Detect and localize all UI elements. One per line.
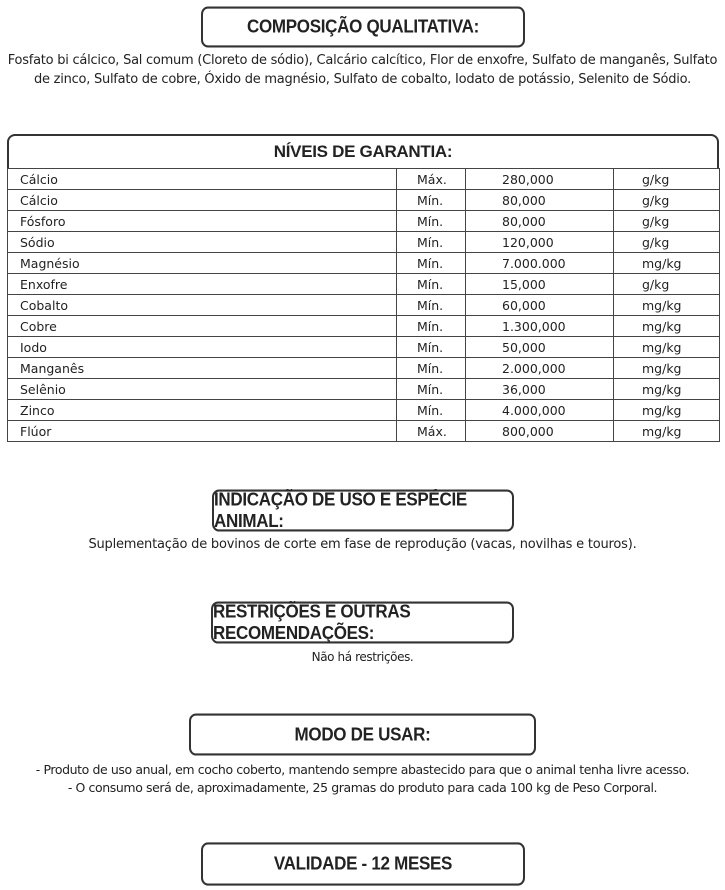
table-row xyxy=(8,274,720,295)
restricoes-title xyxy=(211,601,514,643)
limit-cell: Mín. xyxy=(397,379,466,400)
unit-cell: g/kg xyxy=(614,274,720,295)
limit-cell: Mín. xyxy=(397,190,466,211)
limit-cell: Mín. xyxy=(397,400,466,421)
value-cell: 15,000 xyxy=(466,274,614,295)
nutrient-cell: Fósforo xyxy=(8,211,397,232)
indicacao-text: Suplementação de bovinos de corte em fase de reprodução (vacas, novilhas e touros). xyxy=(88,537,637,552)
niveis-title xyxy=(7,134,719,168)
table-row xyxy=(8,211,720,232)
unit-cell: mg/kg xyxy=(614,421,720,442)
limit-cell: Máx. xyxy=(397,169,466,190)
value-cell: 2.000,000 xyxy=(466,358,614,379)
limit-cell: Mín. xyxy=(397,211,466,232)
nutrient-cell: Zinco xyxy=(8,400,397,421)
limit-cell: Máx. xyxy=(397,421,466,442)
unit-cell: mg/kg xyxy=(614,295,720,316)
indicacao-title-text: INDICAÇÃO DE USO E ESPÉCIE ANIMAL: xyxy=(214,488,467,532)
value-cell: 80,000 xyxy=(466,190,614,211)
niveis-garantia-table xyxy=(7,134,719,442)
nutrient-cell: Manganês xyxy=(8,358,397,379)
nutrient-cell: Flúor xyxy=(8,421,397,442)
unit-cell: g/kg xyxy=(614,232,720,253)
nutrient-cell: Iodo xyxy=(8,337,397,358)
limit-cell: Mín. xyxy=(397,316,466,337)
limit-cell: Mín. xyxy=(397,337,466,358)
unit-cell: mg/kg xyxy=(614,337,720,358)
table-row xyxy=(8,400,720,421)
table-row xyxy=(8,316,720,337)
table-row xyxy=(8,337,720,358)
nutrient-cell: Cobalto xyxy=(8,295,397,316)
niveis-title-text: NÍVEIS DE GARANTIA: xyxy=(273,142,453,161)
limit-cell: Mín. xyxy=(397,358,466,379)
unit-cell: mg/kg xyxy=(614,358,720,379)
unit-cell: mg/kg xyxy=(614,316,720,337)
validade-title xyxy=(201,842,525,885)
nutrient-cell: Cálcio xyxy=(8,169,397,190)
nutrient-cell: Cálcio xyxy=(8,190,397,211)
nutrient-cell: Magnésio xyxy=(8,253,397,274)
unit-cell: mg/kg xyxy=(614,400,720,421)
limit-cell: Mín. xyxy=(397,295,466,316)
table-row xyxy=(8,169,720,190)
value-cell: 1.300,000 xyxy=(466,316,614,337)
limit-cell: Mín. xyxy=(397,232,466,253)
table-row xyxy=(8,421,720,442)
indicacao-title xyxy=(212,489,514,531)
unit-cell: g/kg xyxy=(614,211,720,232)
composicao-line-1: Fosfato bi cálcico, Sal comum (Cloreto de sódio), Calcário calcítico, Flor de enxofre, Sulfato de manganês, Sulfato xyxy=(7,53,718,68)
modo-title-text: MODO DE USAR: xyxy=(294,723,431,745)
unit-cell: g/kg xyxy=(614,190,720,211)
table-row xyxy=(8,295,720,316)
nutrient-cell: Enxofre xyxy=(8,274,397,295)
nutrient-cell: Selênio xyxy=(8,379,397,400)
restricoes-title-text: RESTRIÇÕES E OUTRAS RECOMENDAÇÕES: xyxy=(213,600,411,644)
modo-title xyxy=(189,713,536,755)
value-cell: 4.000,000 xyxy=(466,400,614,421)
niveis-grid xyxy=(7,168,720,442)
composicao-title xyxy=(201,6,525,47)
table-row xyxy=(8,232,720,253)
niveis-rows xyxy=(8,169,720,442)
value-cell: 7.000.000 xyxy=(466,253,614,274)
table-row xyxy=(8,379,720,400)
restricoes-text: Não há restrições. xyxy=(311,650,414,664)
value-cell: 800,000 xyxy=(466,421,614,442)
value-cell: 80,000 xyxy=(466,211,614,232)
composicao-title-text: COMPOSIÇÃO QUALITATIVA: xyxy=(246,16,480,37)
unit-cell: mg/kg xyxy=(614,379,720,400)
value-cell: 120,000 xyxy=(466,232,614,253)
value-cell: 50,000 xyxy=(466,337,614,358)
table-row xyxy=(8,190,720,211)
limit-cell: Mín. xyxy=(397,253,466,274)
value-cell: 36,000 xyxy=(466,379,614,400)
nutrient-cell: Sódio xyxy=(8,232,397,253)
table-row xyxy=(8,253,720,274)
table-row xyxy=(8,358,720,379)
limit-cell: Mín. xyxy=(397,274,466,295)
nutrient-cell: Cobre xyxy=(8,316,397,337)
value-cell: 60,000 xyxy=(466,295,614,316)
composicao-line-2: de zinco, Sulfato de cobre, Óxido de magnésio, Sulfato de cobalto, Iodato de potássio, Selenito de Sódio. xyxy=(34,72,691,87)
modo-line-1: - Produto de uso anual, em cocho coberto, mantendo sempre abastecido para que o animal tenha livre acesso. xyxy=(35,762,690,777)
unit-cell: mg/kg xyxy=(614,253,720,274)
unit-cell: g/kg xyxy=(614,169,720,190)
validade-title-text: VALIDADE - 12 MESES xyxy=(273,853,453,874)
modo-line-2: - O consumo será de, aproximadamente, 25 gramas do produto para cada 100 kg de Peso Corporal. xyxy=(67,780,658,795)
value-cell: 280,000 xyxy=(466,169,614,190)
